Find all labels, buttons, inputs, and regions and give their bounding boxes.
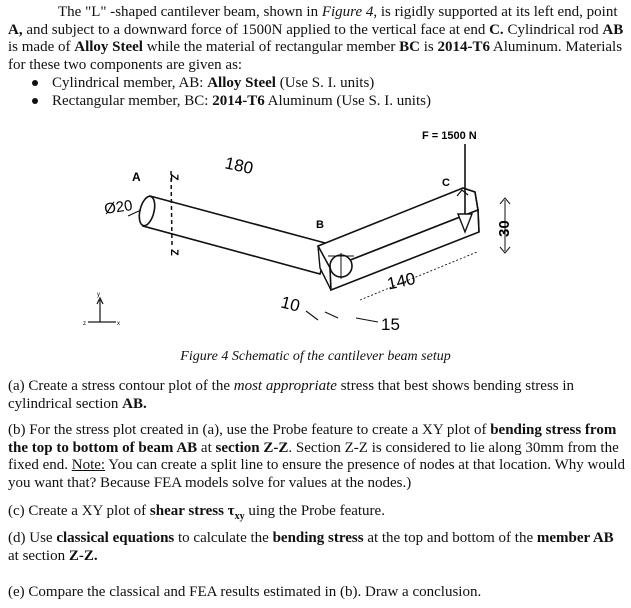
question-b: (b) For the stress plot created in (a), use the Probe feature to create a XY plot of bending stress from the top to bottom of beam AB at section Z-Z. Section Z-Z is considered to lie along 30mm from the fixed end. Note: You can create a split line to ensure the presence of nodes at that location. Why would you want that? Because FEA models solve for values at the nodes.) [8,422,626,491]
dim-diameter: Ø20 [103,197,134,218]
beam-figure [60,120,560,350]
axis-triad [88,298,116,322]
section-zz-line [171,171,172,246]
material-item-bc: Rectangular member, BC: 2014-T6 Aluminum (Use S. I. units) [30,92,431,110]
question-c: (c) Create a XY plot of shear stress $\tau_{xy}$ uing the Probe feature. [8,503,385,522]
force-arrow [458,144,472,232]
label-z-top: Z [168,174,180,181]
material-item-ab: Cylindrical member, AB: Alloy Steel (Use S. I. units) [30,74,431,92]
dim-10: 10 [278,292,302,316]
figure-caption: Figure 4 Schematic of the cantilever beam setup [180,349,451,364]
force-label: F = 1500 N [422,130,477,142]
label-z-bottom: Z [168,249,180,256]
axis-z-label: z [83,321,86,327]
label-b: B [316,219,324,231]
dim-140: 140 [385,269,418,294]
question-e: (e) Compare the classical and FEA results estimated in (b). Draw a conclusion. [8,584,482,600]
label-a: A [132,170,141,184]
axis-y-label: y [97,292,100,298]
dim-15: 15 [381,315,400,334]
dim-30: 30 [496,220,513,237]
dim-180: 180 [223,153,255,178]
question-a: (a) Create a stress contour plot of the most appropriate stress that best shows bending stress in cylindrical section AB. [8,378,575,412]
axis-x-label: x [117,321,120,327]
rod-ab [137,195,329,274]
question-d: (d) Use classical equations to calculate the bending stress at the top and bottom of the member AB at section Z-Z. [8,530,614,564]
materials-list [30,74,431,110]
label-c: C [442,177,450,189]
intro-paragraph: The "L" -shaped cantilever beam, shown in Figure 4, is rigidly supported at its left end, point A, and subject to a downward force of 1500N applied to the vertical face at end C. Cylindrical rod AB is made of Alloy Steel while the material of rectangular member BC is 2014-T6 Aluminum. Materials for these two components are given as: [8,4,624,73]
